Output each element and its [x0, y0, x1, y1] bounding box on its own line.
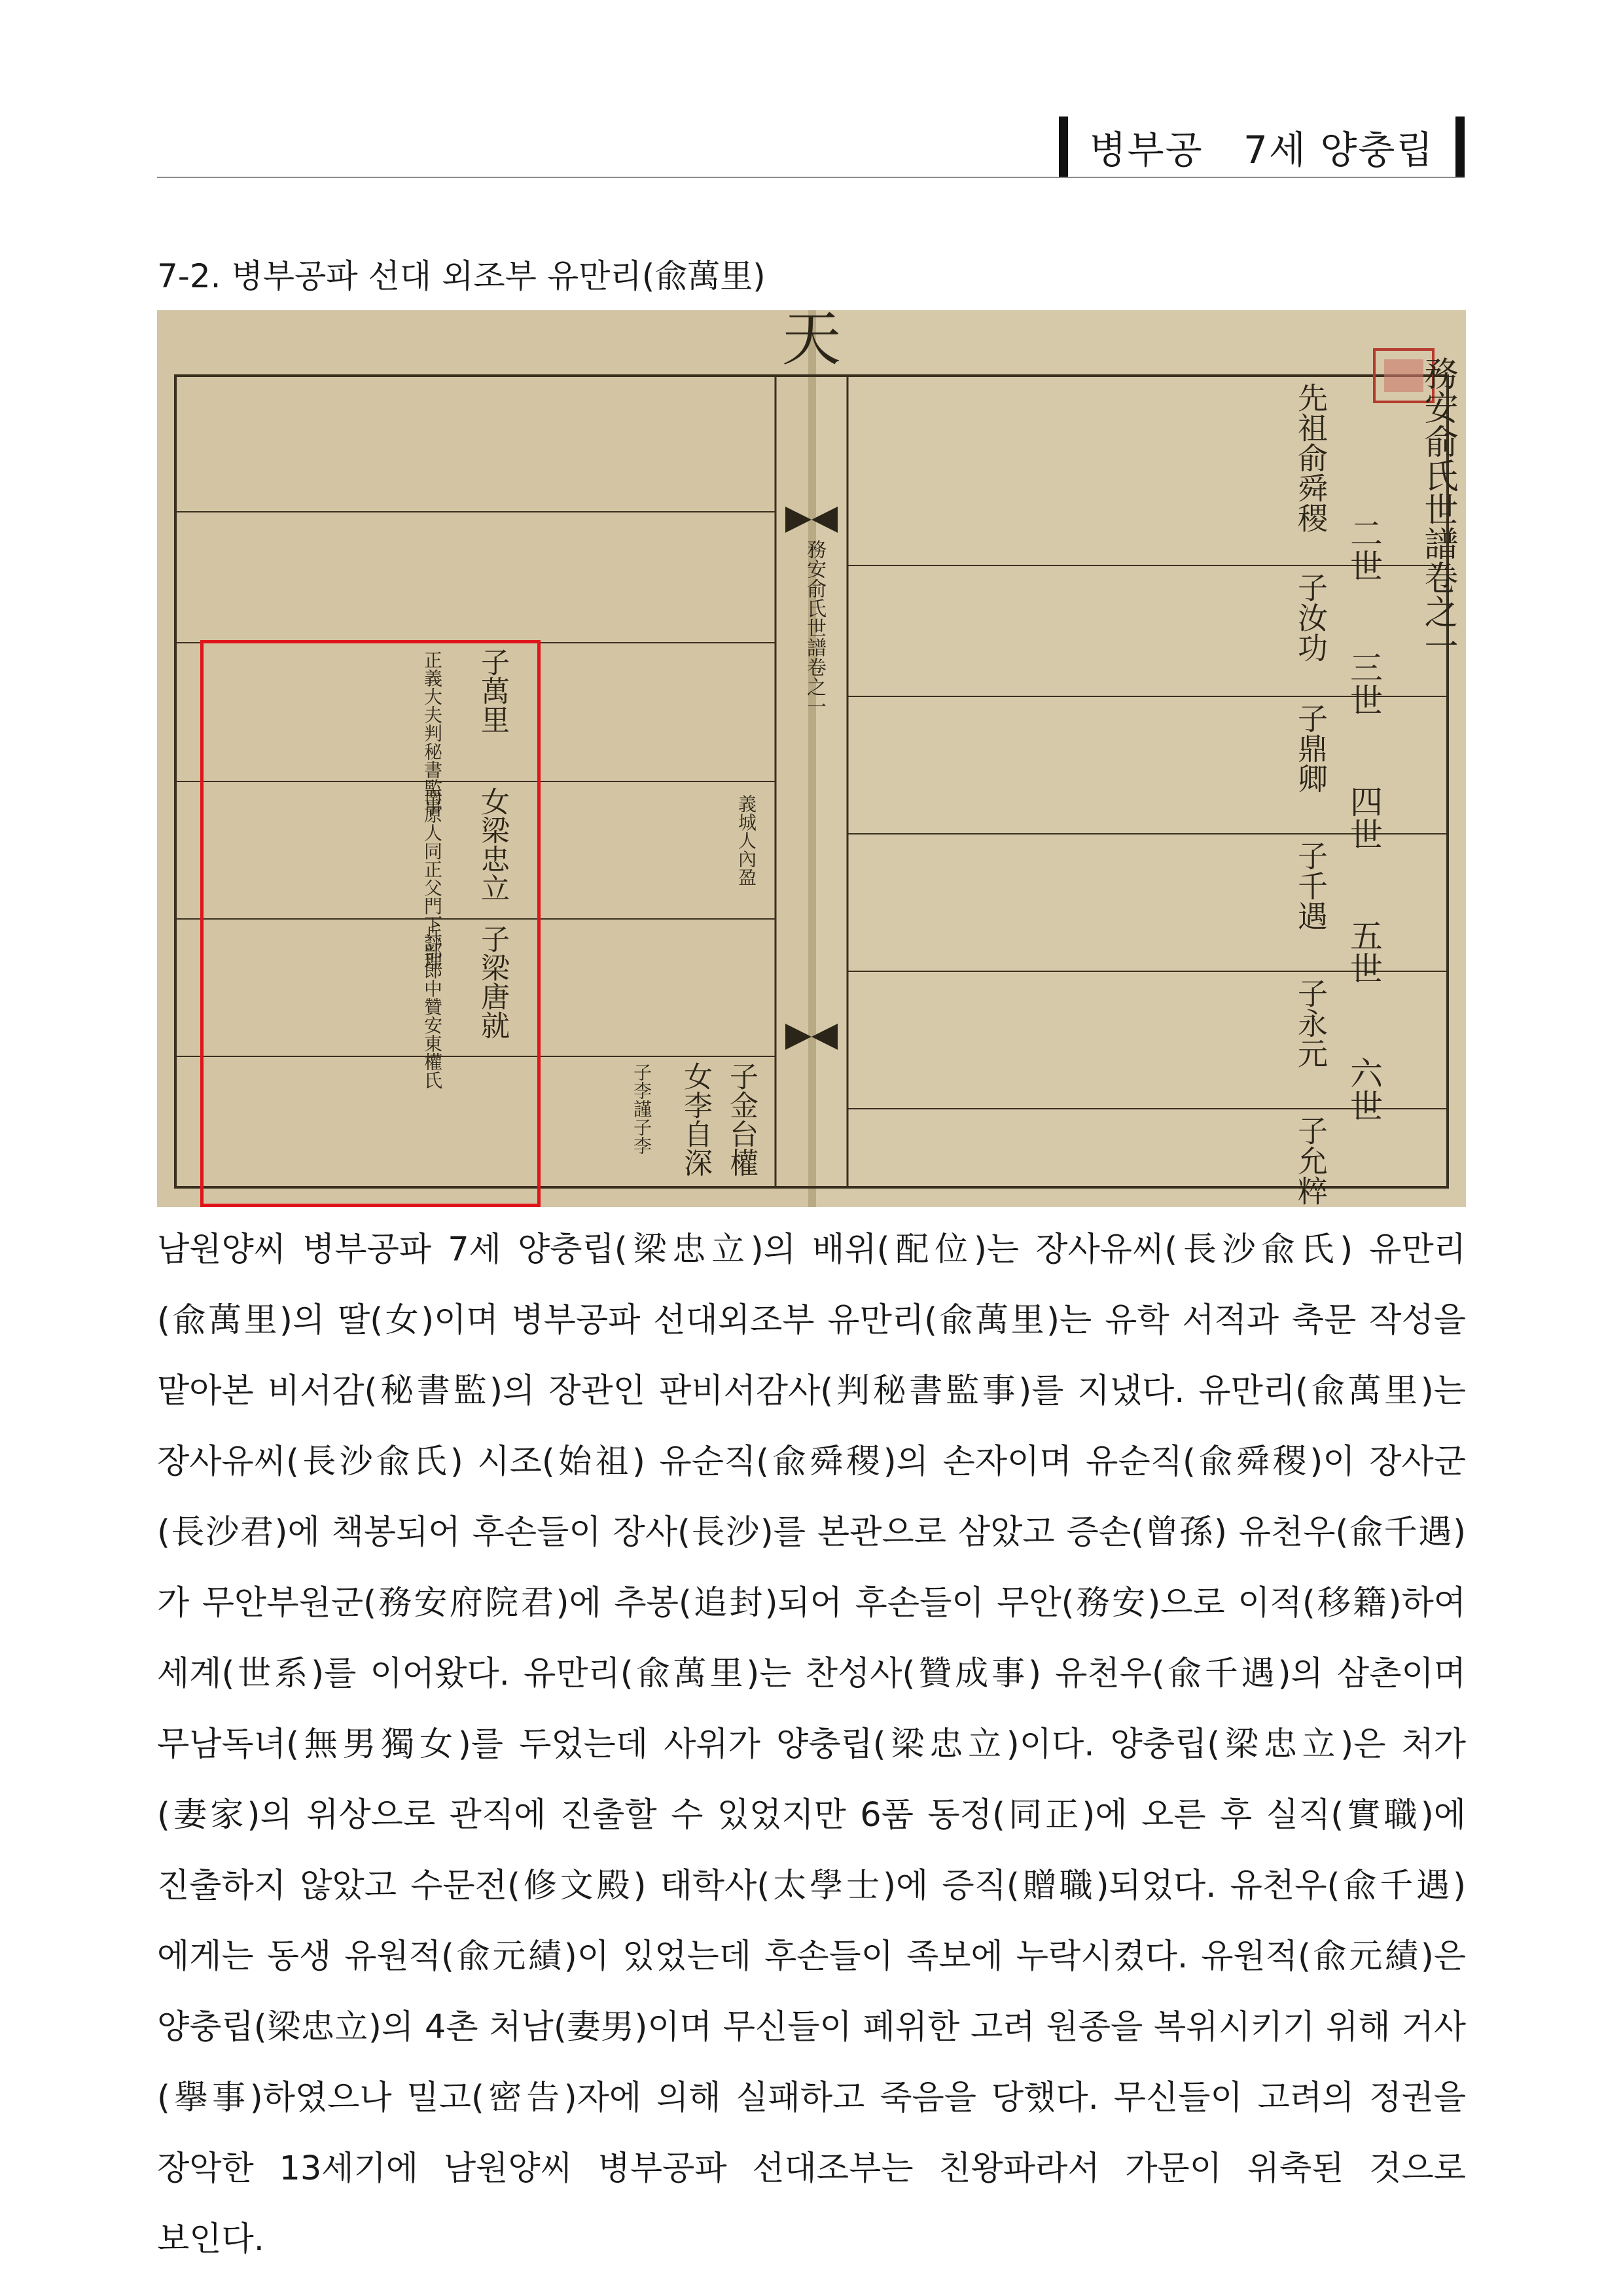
- entry-person-2: 女梁忠立: [476, 787, 509, 902]
- right-person-2: 子汝功: [1293, 572, 1329, 662]
- header-tag: [1059, 117, 1465, 177]
- entry-person-4: 子金台權: [724, 1062, 758, 1177]
- gen-5: 五世: [1345, 919, 1383, 984]
- section-title: 7-2. 병부공파 선대 외조부 유만리(兪萬里): [157, 257, 766, 295]
- heading-char: 天: [782, 310, 841, 374]
- entry-note-1: 正義大夫判秘書監事: [421, 651, 443, 816]
- gen-3: 三世: [1345, 651, 1383, 716]
- body-paragraph: 남원양씨 병부공파 7세 양충립(梁忠立)의 배위(配位)는 장사유씨(長沙兪氏) 유만리(兪萬里)의 딸(女)이며 병부공파 선대외조부 유만리(兪萬里)는 유학 서적과 축문 작성을 맡아본 비서감(秘書監)의 장관인 판비서감사(判秘書監事)를 지냈다. 유만리(兪萬里)는 장사유씨(長沙兪氏) 시조(始祖) 유순직(兪舜稷)의 손자이며 유순직(兪舜稷)이 장사군(長沙君)에 책봉되어 후손들이 장사(長沙)를 본관으로 삼았고 증손(曾孫) 유천우(兪千遇)가 무안부원군(務安府院君)에 추봉(追封)되어 후손들이 무안(務安)으로 이적(移籍)하여 세계(世系)를 이어왔다. 유만리(兪萬里)는 찬성사(贊成事) 유천우(兪千遇)의 삼촌이며 무남독녀(無男獨女)를 두었는데 사위가 양충립(梁忠立)이다. 양충립(梁忠立)은 처가(妻家)의 위상으로 관직에 진출할 수 있었지만 6품 동정(同正)에 오른 후 실직(實職)에 진출하지 않았고 수문전(修文殿) 태학사(太學士)에 증직(贈職)되었다. 유천우(兪千遇)에게는 동생 유원적(兪元績)이 있었는데 후손들이 족보에 누락시켰다. 유원적(兪元績)은 양충립(梁忠立)의 4촌 처남(妻男)이며 무신들이 폐위한 고려 원종을 복위시키기 위해 거사(擧事)하였으나 밀고(密告)자에 의해 실패하고 죽음을 당했다. 무신들이 고려의 정권을 장악한 13세기에 남원양씨 병부공파 선대조부는 친왕파라서 가문이 위축된 것으로 보인다.: [157, 1230, 1466, 2259]
- gen-6: 六世: [1345, 1056, 1383, 1122]
- entry-note-2: 南原人同正父門下評理: [421, 787, 443, 970]
- right-person-3: 子鼎卿: [1293, 703, 1329, 793]
- header-tag-text: 병부공 7세 양충립: [1089, 128, 1435, 172]
- right-person-4: 子千遇: [1293, 840, 1329, 931]
- book-title: 務安俞氏世譜卷之一: [1418, 356, 1457, 662]
- entry-note-5: 子李謹子李: [631, 1063, 652, 1155]
- right-person-1: 先祖俞舜稷: [1293, 382, 1329, 533]
- entry-person-3: 子梁唐就: [476, 924, 509, 1039]
- entry-person-1: 子萬里: [476, 647, 509, 734]
- right-person-6: 子允粹: [1293, 1115, 1329, 1206]
- header-rule: [157, 177, 1465, 178]
- genealogy-page-image: [157, 310, 1466, 1207]
- right-person-5: 子永元: [1293, 978, 1329, 1068]
- entry-person-5: 女李自深: [679, 1062, 712, 1177]
- highlight-box: [200, 640, 541, 1207]
- gen-2: 二世: [1345, 516, 1383, 582]
- gen-4: 四世: [1345, 785, 1383, 850]
- entry-note-3: 兵部郎中贊安東權氏: [421, 924, 443, 1089]
- entry-note-4: 義城人內盈: [736, 795, 757, 886]
- center-title: 務安俞氏世譜卷之一: [803, 539, 826, 716]
